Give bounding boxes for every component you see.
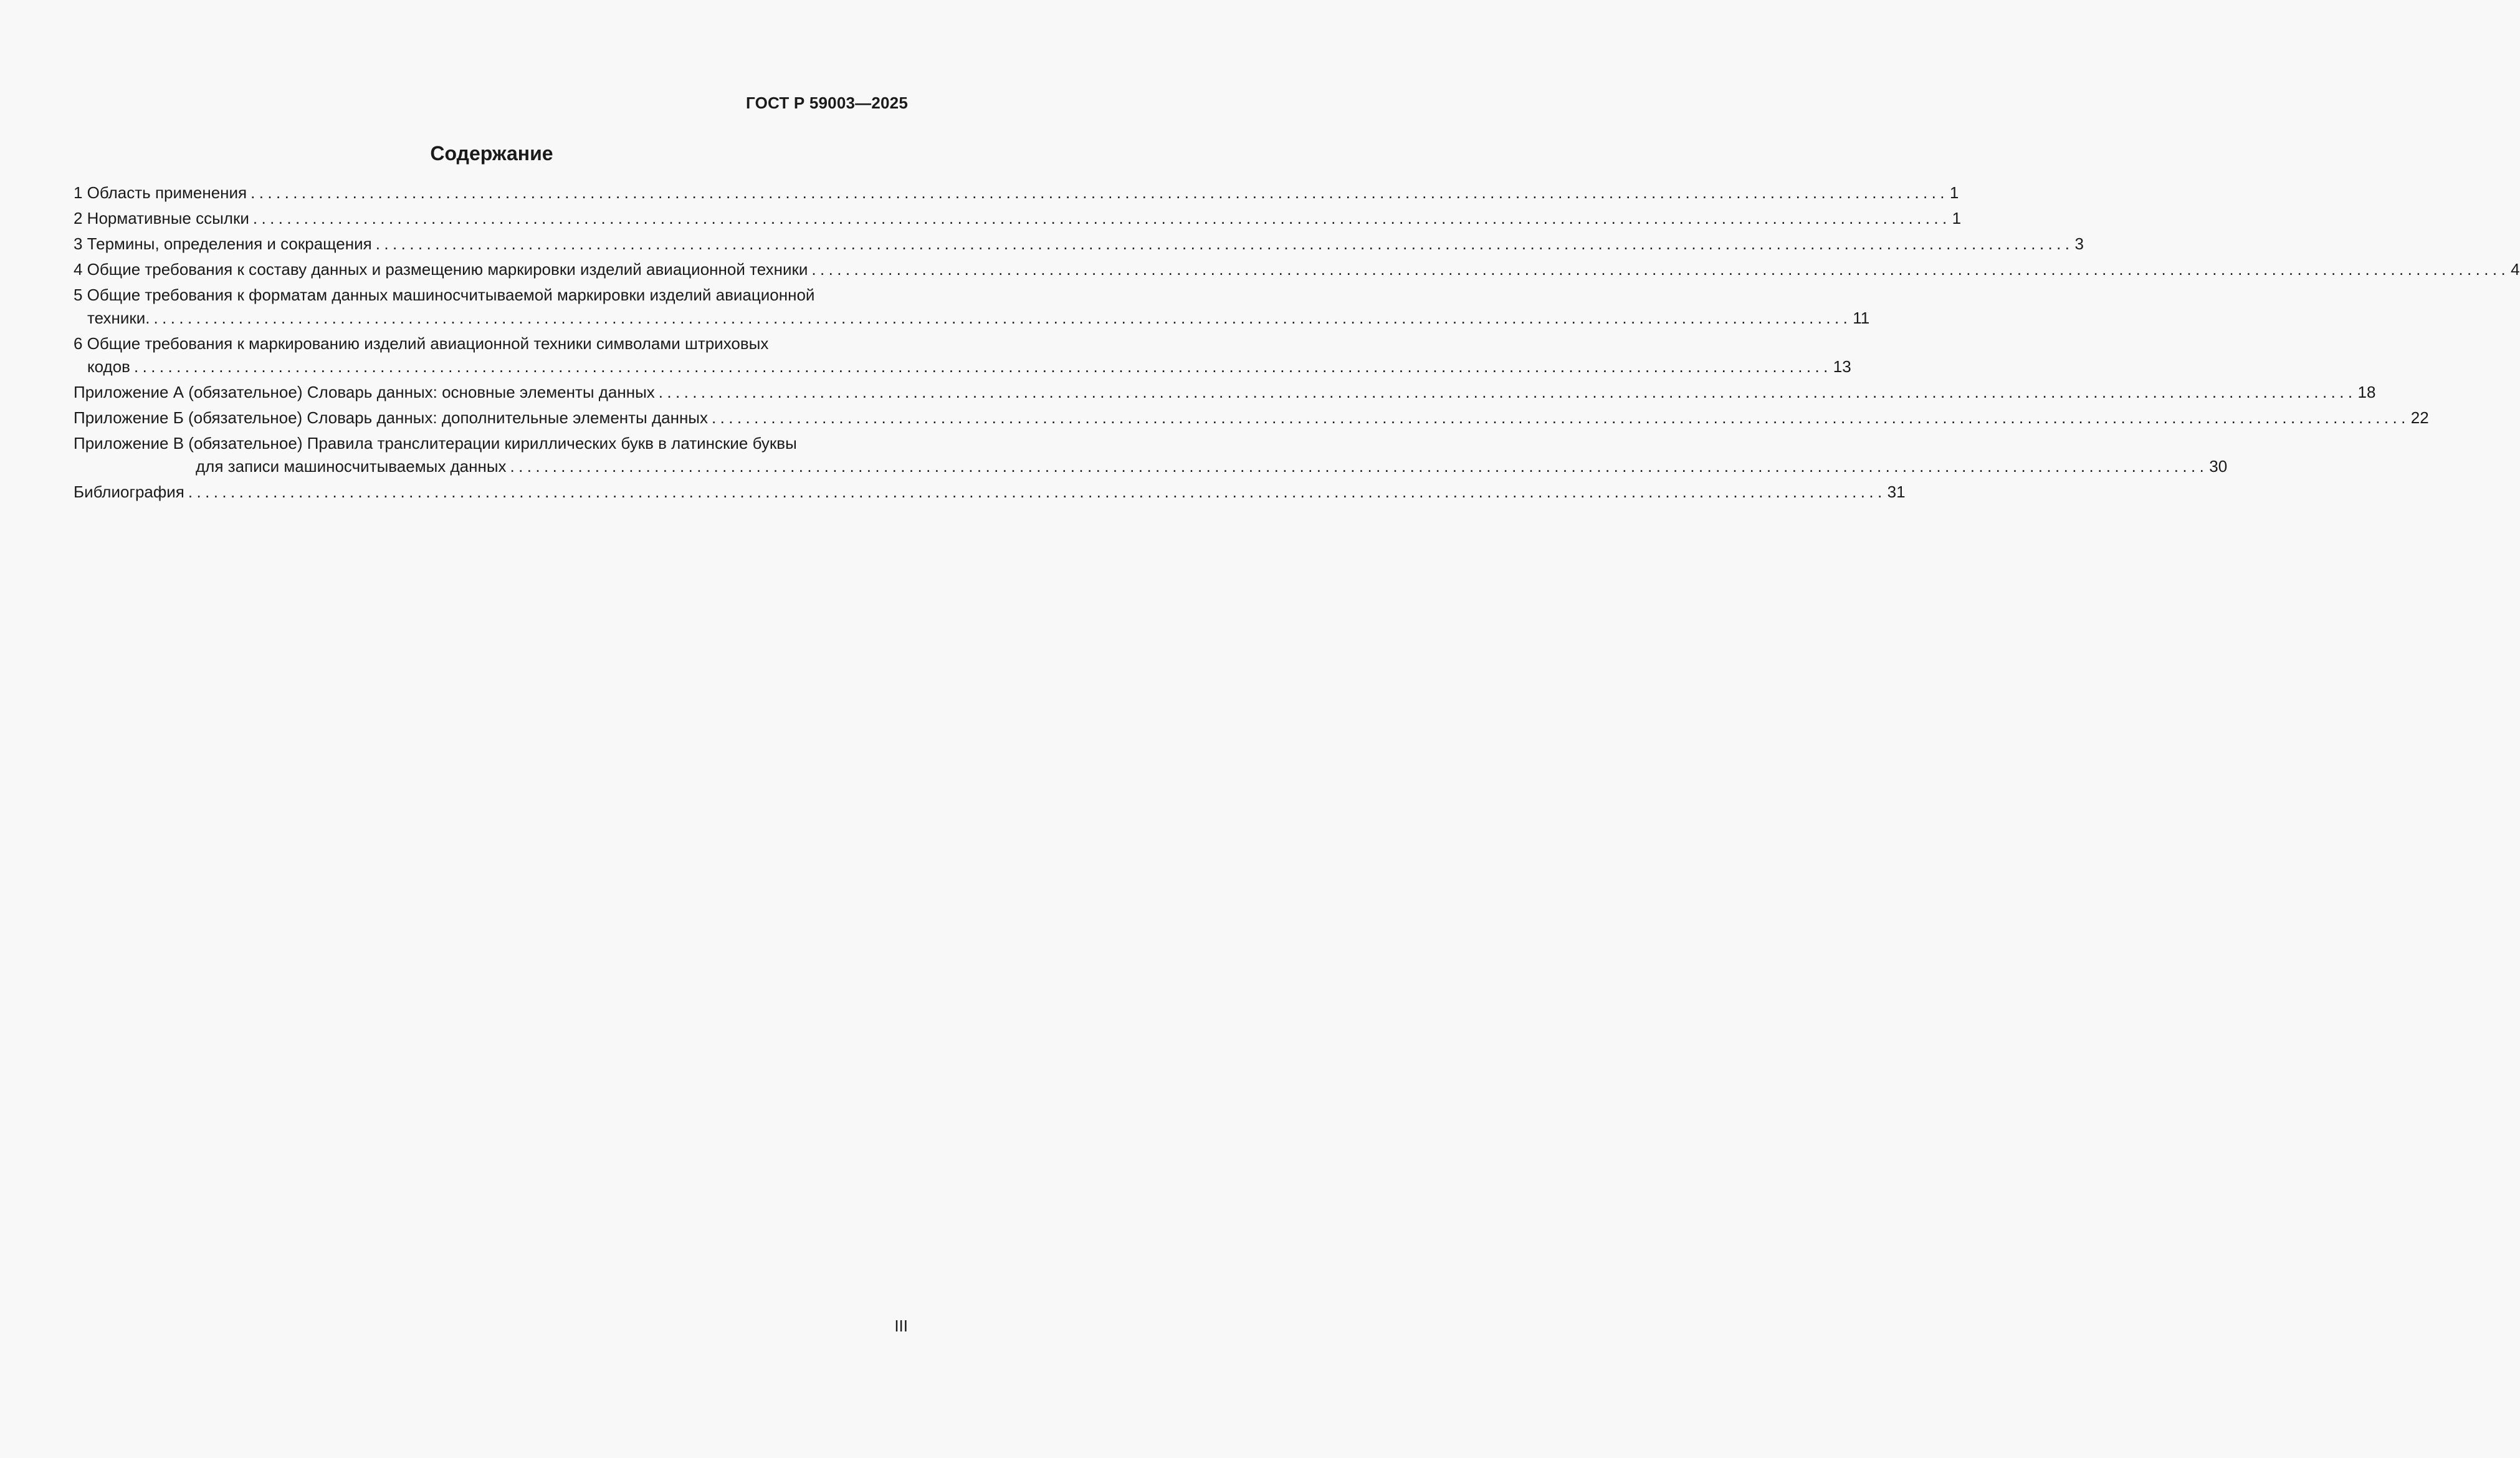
toc-leader-dots: ........................................................................................................................................................................................................	[811, 260, 2510, 279]
toc-title: Содержание	[430, 142, 553, 165]
toc-entry-page: 1	[1952, 209, 1962, 228]
toc-entry-page: 1	[1949, 183, 1959, 202]
toc-entry[interactable]	[74, 432, 2228, 478]
page-number: III	[894, 1317, 908, 1335]
toc-entry-page: 18	[2357, 383, 2376, 401]
toc-entry-title: Приложение А (обязательное) Словарь данных: основные элементы данных	[74, 383, 655, 401]
toc-entry-title: 6 Общие требования к маркированию изделий авиационной техники символами штриховых	[74, 334, 769, 353]
toc-entry[interactable]	[74, 284, 1870, 330]
toc-entry[interactable]	[74, 181, 1959, 204]
toc-entry-title: 3 Термины, определения и сокращения	[74, 234, 372, 253]
toc-leader-dots: ........................................................................................................................................................................................................	[658, 383, 2357, 401]
toc-leader-dots: ........................................................................................................................................................................................................	[375, 234, 2074, 253]
toc-entry-title-continuation: кодов	[87, 357, 130, 376]
toc-entry-title: 4 Общие требования к составу данных и размещению маркировки изделий авиационной техники	[74, 260, 808, 279]
toc-leader-dots: ........................................................................................................................................................................................................	[188, 482, 1886, 501]
toc-entry-page: 30	[2209, 457, 2228, 476]
toc-leader-dots: ........................................................................................................................................................................................................	[251, 183, 1949, 202]
toc-leader-dots: ........................................................................................................................................................................................................	[712, 408, 2410, 427]
toc-entry-title: Приложение Б (обязательное) Словарь данных: дополнительные элементы данных	[74, 408, 708, 427]
toc-entry[interactable]	[74, 332, 1851, 378]
toc-leader-dots: ........................................................................................................................................................................................................	[510, 457, 2208, 476]
toc-entry[interactable]	[74, 233, 2084, 256]
toc-entry-page: 13	[1833, 357, 1851, 376]
toc-leader-dots: ........................................................................................................................................................................................................	[134, 357, 1832, 376]
toc-leader-dots: ........................................................................................................................................................................................................	[153, 309, 1852, 327]
toc-entry[interactable]	[74, 406, 2429, 429]
toc-entry-title: 5 Общие требования к форматам данных машиносчитываемой маркировки изделий авиационной	[74, 285, 815, 304]
toc-entry-title-continuation: техники.	[87, 309, 150, 327]
toc-leader-dots: ........................................................................................................................................................................................................	[252, 209, 1951, 228]
toc-entry-title: Библиография	[74, 482, 184, 501]
toc-entry-page: 22	[2410, 408, 2429, 427]
toc-entry[interactable]	[74, 381, 2376, 404]
toc-entry-title: Приложение В (обязательное) Правила транслитерации кириллических букв в латинские буквы	[74, 434, 797, 453]
toc-entry[interactable]	[74, 258, 2520, 281]
toc-entry-title-continuation: для записи машиносчитываемых данных	[196, 457, 507, 476]
toc-entry-page: 4	[2511, 260, 2520, 279]
toc-entry-page: 31	[1887, 482, 1906, 501]
table-of-contents	[74, 181, 2520, 506]
toc-entry[interactable]	[74, 481, 1906, 504]
toc-entry-title: 2 Нормативные ссылки	[74, 209, 249, 228]
document-code: ГОСТ Р 59003—2025	[746, 94, 908, 112]
toc-entry-page: 3	[2074, 234, 2084, 253]
toc-entry-title: 1 Область применения	[74, 183, 247, 202]
toc-entry[interactable]	[74, 207, 1962, 230]
toc-entry-page: 11	[1853, 309, 1870, 327]
